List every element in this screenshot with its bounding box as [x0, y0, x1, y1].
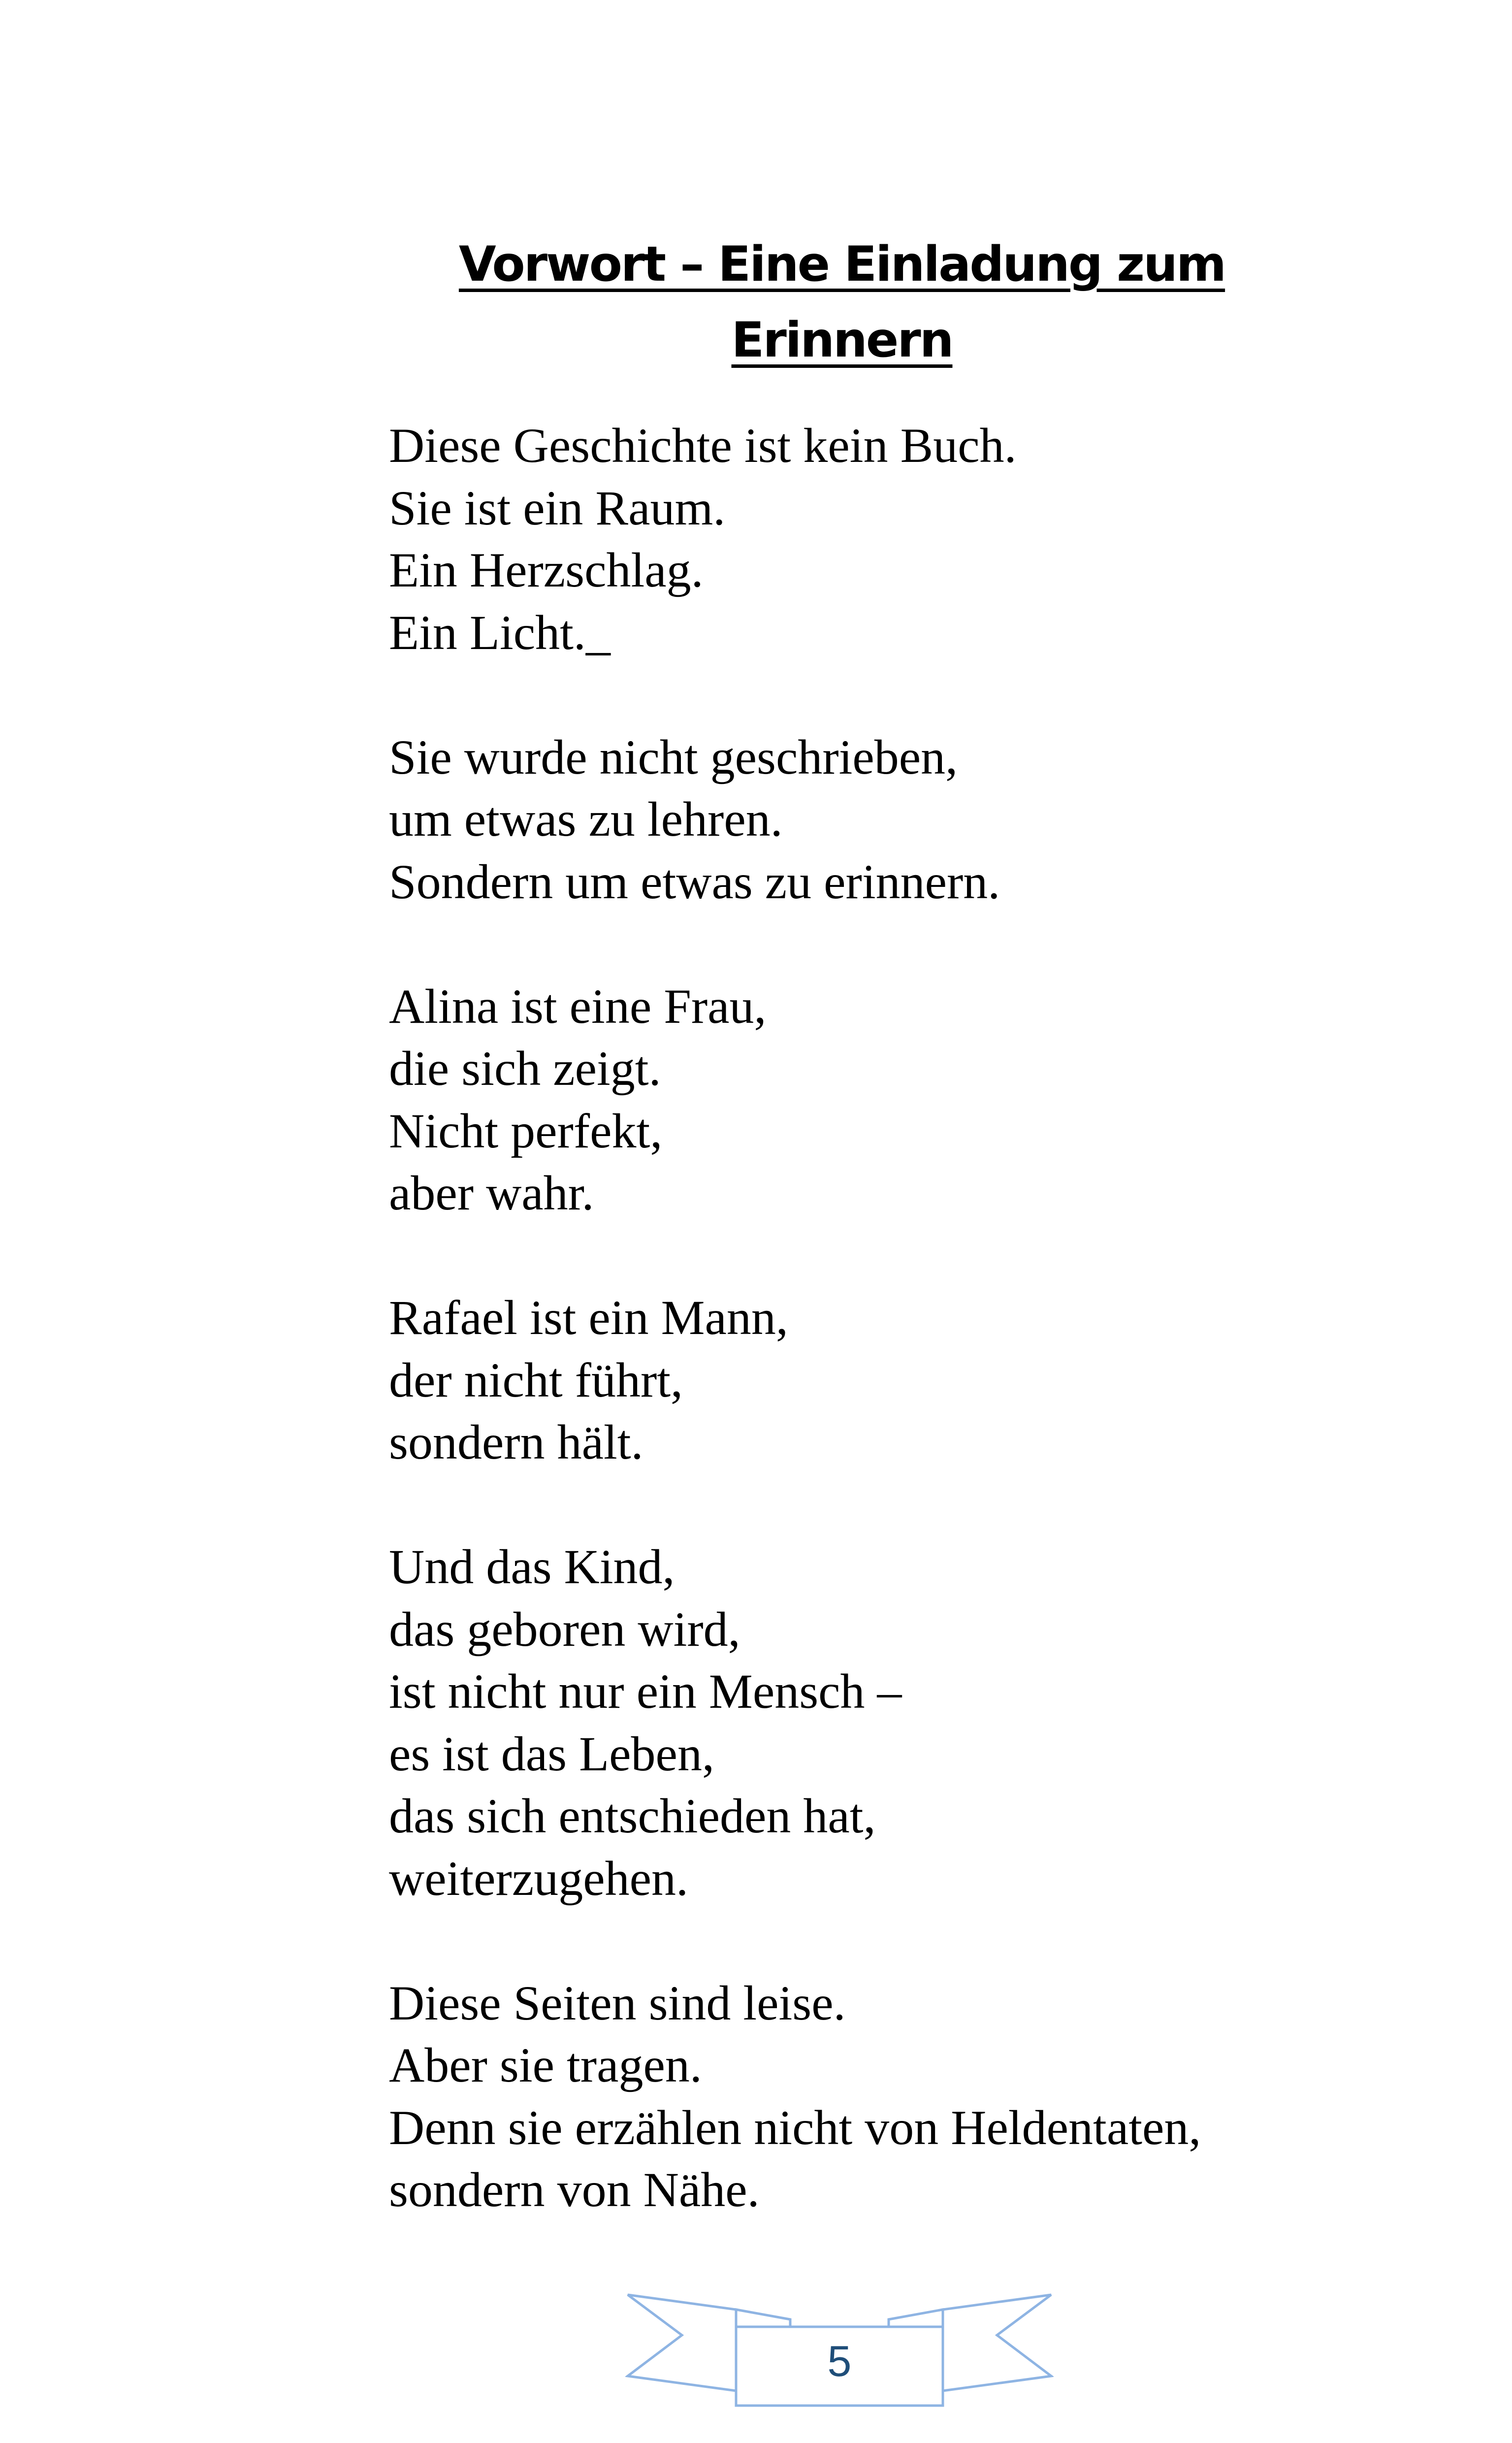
text-line: Sie wurde nicht geschrieben,: [389, 729, 958, 784]
text-line: Alina ist eine Frau,: [389, 978, 767, 1034]
page-number: 5: [827, 2337, 852, 2385]
text-line: Und das Kind,: [389, 1539, 675, 1594]
text-line: Diese Seiten sind leise.: [389, 1975, 846, 2030]
text-line: Rafael ist ein Mann,: [389, 1290, 788, 1345]
text-line: Aber sie tragen.: [389, 2038, 702, 2092]
text-line: Ein Licht._: [389, 605, 611, 660]
text-line: sondern hält.: [389, 1415, 643, 1469]
text-line: ist nicht nur ein Mensch –: [389, 1664, 902, 1719]
text-line: aber wahr.: [389, 1166, 594, 1220]
stanza-2: [389, 726, 1374, 913]
text-line: das sich entschieden hat,: [389, 1789, 876, 1843]
text-line: Sondern um etwas zu erinnern.: [389, 854, 1000, 909]
text-line: Diese Geschichte ist kein Buch.: [389, 418, 1017, 473]
poem-body: [389, 415, 1374, 2283]
text-line: sondern von Nähe.: [389, 2162, 760, 2217]
title-line-1: Vorwort – Eine Einladung zum: [458, 236, 1225, 293]
stanza-4: [389, 1287, 1374, 1474]
text-line: das geboren wird,: [389, 1601, 740, 1657]
text-line: um etwas zu lehren.: [389, 792, 783, 847]
text-line: weiterzugehen.: [389, 1851, 689, 1906]
stanza-5: [389, 1536, 1374, 1910]
text-line: Ein Herzschlag.: [389, 543, 704, 597]
stanza-1: [389, 415, 1374, 664]
text-line: Sie ist ein Raum.: [389, 480, 726, 535]
text-line: Nicht perfekt,: [389, 1103, 663, 1158]
text-line: es ist das Leben,: [389, 1726, 714, 1781]
text-line: die sich zeigt.: [389, 1041, 661, 1096]
stanza-6: [389, 1972, 1374, 2221]
page-title: [379, 227, 1305, 378]
text-line: der nicht führt,: [389, 1352, 683, 1407]
text-line: Denn sie erzählen nicht von Heldentaten,: [389, 2100, 1201, 2155]
title-line-2: Erinnern: [731, 312, 953, 368]
stanza-3: [389, 976, 1374, 1225]
